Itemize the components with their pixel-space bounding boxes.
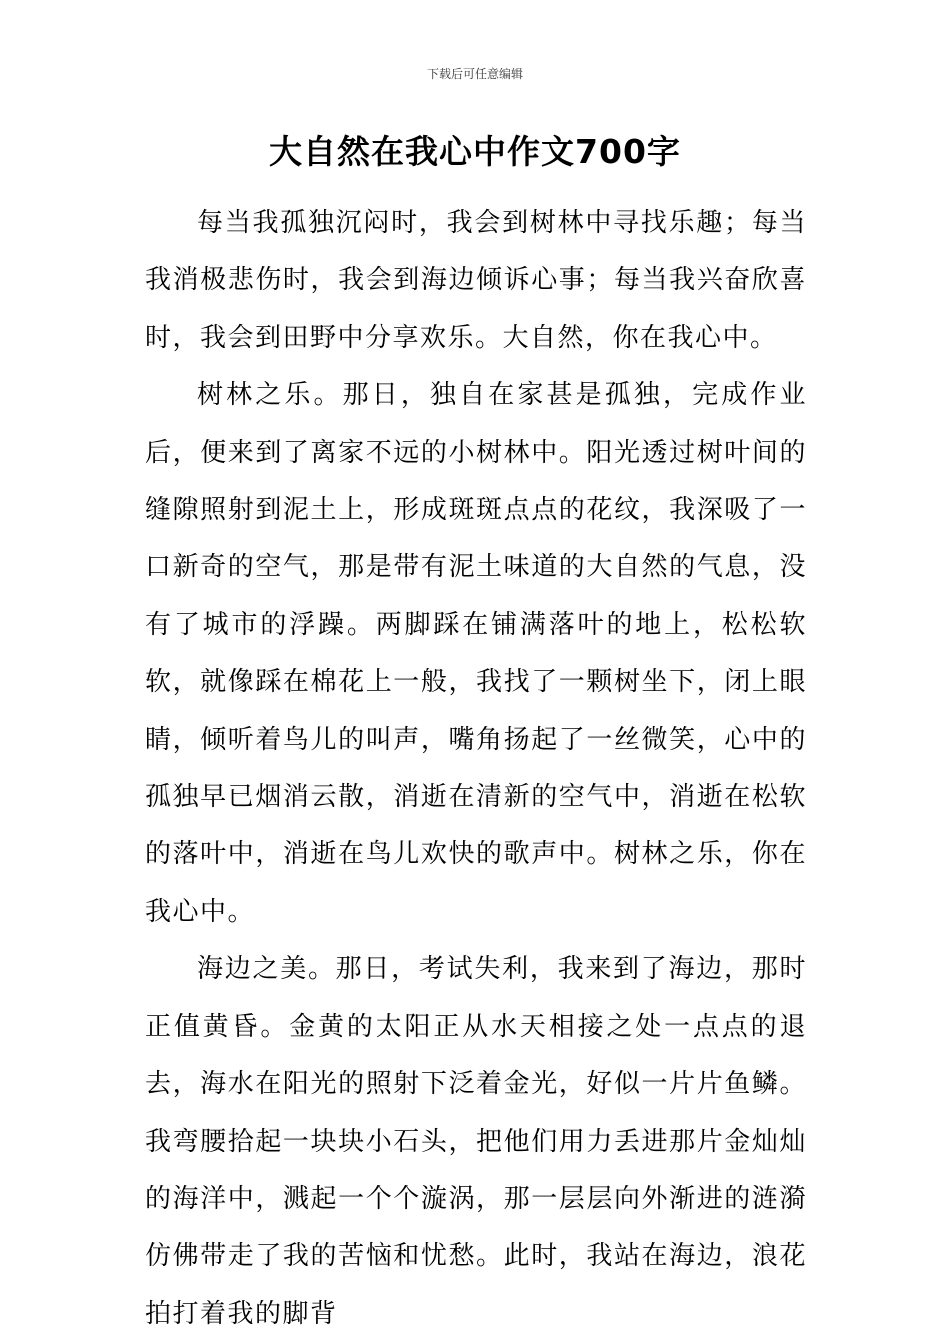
document-body — [145, 195, 807, 1343]
paragraph-3: 海边之美。那日，考试失利，我来到了海边，那时正值黄昏。金黄的太阳正从水天相接之处一点点的退去，海水在阳光的照射下泛着金光，好似一片片鱼鳞。我弯腰拾起一块块小石头，把他们用力丢进那片金灿灿的海洋中，溅起一个个漩涡，那一层层向外渐进的涟漪仿佛带走了我的苦恼和忧愁。此时，我站在海边，浪花拍打着我的脚背 — [145, 954, 807, 1329]
paragraph-1: 每当我孤独沉闷时，我会到树林中寻找乐趣；每当我消极悲伤时，我会到海边倾诉心事；每当我兴奋欣喜时，我会到田野中分享欢乐。大自然，你在我心中。 — [145, 208, 807, 353]
paragraph-2: 树林之乐。那日，独自在家甚是孤独，完成作业后，便来到了离家不远的小树林中。阳光透过树叶间的缝隙照射到泥土上，形成斑斑点点的花纹，我深吸了一口新奇的空气，那是带有泥土味道的大自然的气息，没有了城市的浮躁。两脚踩在铺满落叶的地上，松松软软，就像踩在棉花上一般，我找了一颗树坐下，闭上眼睛，倾听着鸟儿的叫声，嘴角扬起了一丝微笑，心中的孤独早已烟消云散，消逝在清新的空气中，消逝在松软的落叶中，消逝在鸟儿欢快的歌声中。树林之乐，你在我心中。 — [145, 380, 807, 927]
header-note: 下载后可任意编辑 — [426, 67, 523, 81]
document-title: 大自然在我心中作文700字 — [269, 132, 681, 171]
